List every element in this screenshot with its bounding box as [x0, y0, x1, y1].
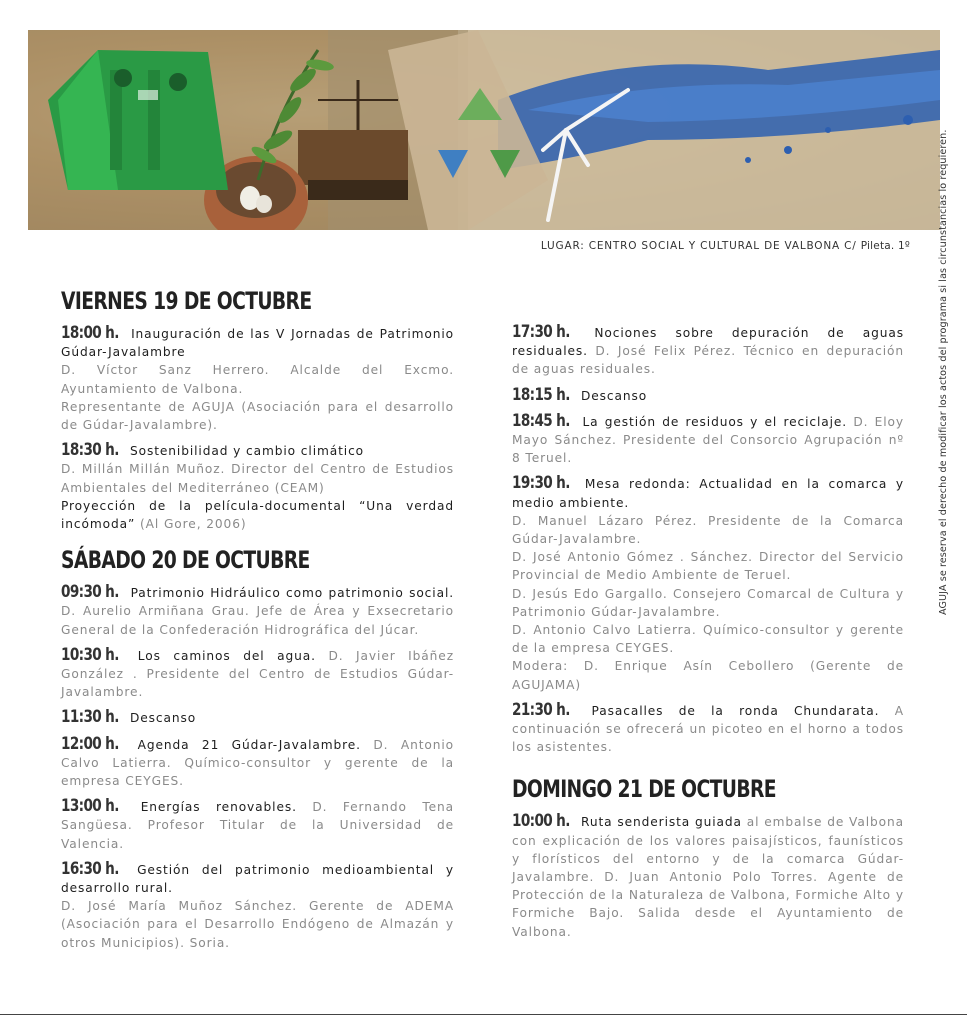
item-time: 19:30 h.	[512, 473, 570, 494]
item-time: 18:30 h.	[61, 440, 119, 461]
item-title: Sostenibilidad y cambio climático	[129, 444, 365, 459]
program-item	[512, 386, 904, 405]
item-title: Los caminos del agua.	[137, 648, 316, 663]
day-heading-sabado: SÁBADO 20 DE OCTUBRE	[61, 546, 310, 575]
panelist: D. José Antonio Gómez . Sánchez. Director del Servicio Provincial de Medio Ambiente de Teruel.	[512, 550, 904, 583]
item-time: 18:00 h.	[61, 323, 119, 343]
side-note: AGUJA se reserva el derecho de modificar los actos del programa si las circunstancias lo requieren.	[938, 129, 949, 615]
moderator: Modera: D. Enrique Asín Cebollero (Gerente de AGUJAMA)	[512, 659, 904, 692]
venue-line	[480, 240, 910, 252]
item-time: 13:00 h.	[61, 796, 119, 817]
item-title: Pasacalles de la ronda Chundarata.	[591, 703, 880, 718]
item-time: 18:45 h.	[512, 410, 570, 431]
item-time: 12:00 h.	[61, 733, 119, 754]
day-heading-domingo: DOMINGO 21 DE OCTUBRE	[512, 775, 776, 804]
item-title: Nociones sobre depuración de aguas residuales.	[512, 326, 904, 359]
item-time: 21:30 h.	[512, 699, 570, 720]
item-time: 10:00 h.	[512, 811, 570, 832]
item-desc: Representante de AGUJA (Asociación para el desarrollo de Gúdar-Javalambre).	[61, 399, 454, 433]
item-desc: al embalse de Valbona con explicación de los valores paisajísticos, faunísticos y florísticos del entorno y de la comarca Gúdar-Javalambre. D. Juan Antonio Polo Torres. Agente de Protección de la Naturaleza de Valbona, Formiche Alto y Formiche Bajo. Salida desde el Ayuntamiento de Valbona.	[512, 815, 904, 939]
item-desc: D. José María Muñoz Sánchez. Gerente de ADEMA (Asociación para el Desarrollo Endógeno de Almazán y otros Municipios). Soria.	[61, 899, 454, 950]
item-desc: D. Millán Millán Muñoz. Director del Centro de Estudios Ambientales del Mediterráneo (CEAM)	[61, 462, 454, 495]
program-item	[512, 323, 904, 379]
item-desc: D. Javier Ibáñez González . Presidente del Centro de Estudios Gúdar-Javalambre.	[61, 648, 454, 700]
venue-label: LUGAR: CENTRO SOCIAL Y CULTURAL DE VALBONA C/	[540, 240, 857, 252]
item-title: Energías renovables.	[140, 800, 297, 815]
item-title: Patrimonio Hidráulico como patrimonio social.	[130, 586, 455, 601]
bottom-divider	[0, 1014, 967, 1015]
program-item	[61, 797, 454, 853]
program-item	[61, 324, 454, 434]
item-title: Descanso	[129, 711, 197, 726]
item-title: Descanso	[580, 388, 648, 403]
panelist: D. Jesús Edo Gargallo. Consejero Comarcal de Cultura y Patrimonio Gúdar-Javalambre.	[512, 586, 904, 619]
program-item	[61, 708, 454, 727]
item-extra-ref: (Al Gore, 2006)	[140, 517, 247, 532]
item-title: Gestión del patrimonio medioambiental y desarrollo rural.	[61, 862, 454, 896]
item-title: Agenda 21 Gúdar-Javalambre.	[137, 737, 361, 752]
item-title: Inauguración de las V Jornadas de Patrimonio Gúdar-Javalambre	[61, 327, 454, 360]
item-time: 09:30 h.	[61, 582, 119, 603]
right-column	[512, 323, 904, 948]
program-item	[61, 583, 454, 639]
item-desc: D. Víctor Sanz Herrero. Alcalde del Excmo. Ayuntamiento de Valbona.	[61, 363, 454, 396]
item-time: 18:15 h.	[512, 384, 570, 405]
item-desc: A continuación se ofrecerá un picoteo en el horno a todos los asistentes.	[512, 703, 904, 755]
item-extra: Proyección de la película-documental “Una verdad incómoda”	[61, 498, 454, 532]
program-item	[61, 441, 454, 533]
item-time: 10:30 h.	[61, 644, 119, 665]
item-title: La gestión de residuos y el reciclaje.	[582, 414, 848, 429]
item-desc: D. Aurelio Armiñana Grau. Jefe de Área y Exsecretario General de la Confederación Hidrográfica del Júcar.	[61, 604, 454, 637]
venue-address: Pileta. 1º	[860, 240, 910, 252]
program-item	[512, 701, 904, 757]
panelist: D. Manuel Lázaro Pérez. Presidente de la Comarca Gúdar-Javalambre.	[512, 513, 904, 547]
day-heading-viernes: VIERNES 19 DE OCTUBRE	[61, 287, 312, 315]
program-item	[61, 735, 454, 791]
item-title: Mesa redonda: Actualidad en la comarca y medio ambiente.	[512, 477, 904, 510]
item-time: 17:30 h.	[512, 322, 570, 342]
item-desc: D. Antonio Calvo Latierra. Químico-consultor y gerente de la empresa CEYGES.	[61, 737, 455, 789]
header-collage	[28, 30, 940, 230]
program-item	[61, 860, 454, 952]
item-desc: D. Eloy Mayo Sánchez. Presidente del Consorcio Agrupación nº 8 Teruel.	[512, 414, 904, 466]
program-item	[61, 646, 454, 702]
collage-artwork	[28, 30, 940, 230]
program-item	[512, 812, 904, 940]
item-desc: D. José Felix Pérez. Técnico en depuración de aguas residuales.	[512, 344, 904, 377]
item-time: 11:30 h.	[61, 707, 119, 728]
program-item	[512, 474, 904, 693]
left-column	[61, 284, 454, 959]
panelist: D. Antonio Calvo Latierra. Químico-consultor y gerente de la empresa CEYGES.	[512, 623, 904, 656]
item-title: Ruta senderista guiada	[581, 815, 742, 830]
program-item	[512, 412, 904, 468]
item-desc: D. Fernando Tena Sangüesa. Profesor Titular de la Universidad de Valencia.	[61, 800, 454, 851]
item-time: 16:30 h.	[61, 858, 119, 879]
